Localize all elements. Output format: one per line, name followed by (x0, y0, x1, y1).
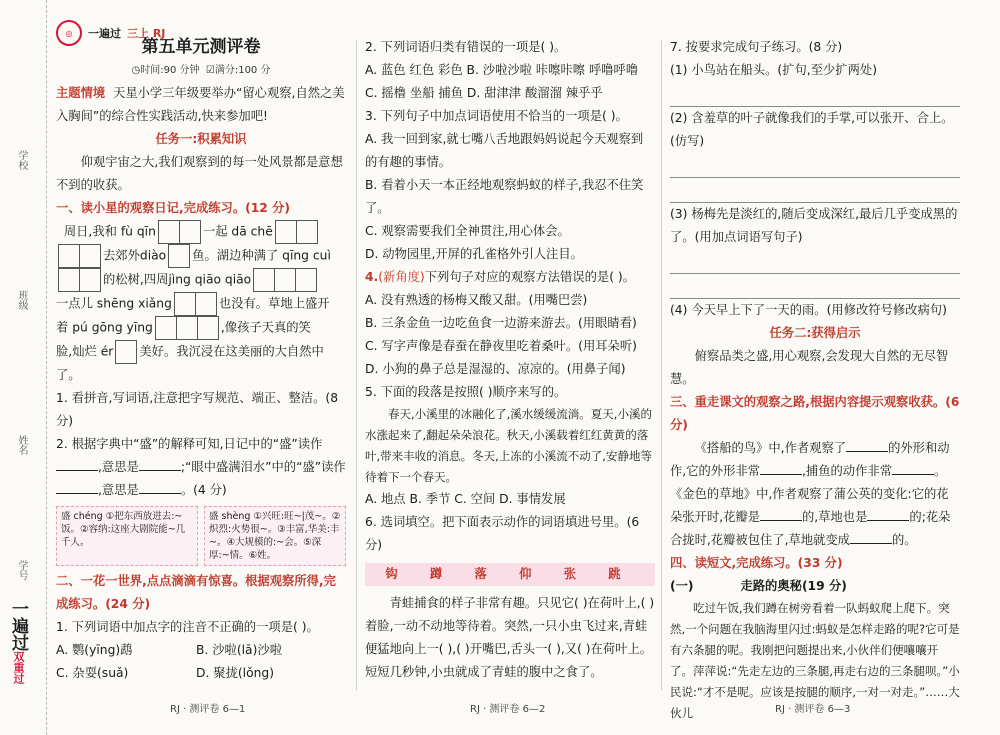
diary-line: 一点儿 shēng xiǎng 也没有。草地上盛开 (56, 292, 346, 316)
story-passage: 吃过午饭,我们蹲在树旁看着一队蚂蚁爬上爬下。突然,一个问题在我脑海里闪过:蚂蚁是怎样走路的呢?它可是有六条腿的呢。我刚把问题提出来,小伙伴们便嚷嚷开了。萍萍说:“先走左边的三条腿,再走右边的三条腿呗。”小民说:“才不是呢。应该是按腿的顺序,一对一对走。”……大伙儿 (670, 601, 960, 720)
binding-label-school: 学校 (16, 150, 27, 170)
answer-line[interactable] (670, 178, 960, 203)
word-bank: 钩 蹲 落 仰 张 跳 (365, 563, 655, 586)
passage-frog: 青蛙捕食的样子非常有趣。只见它( )在荷叶上,( )着脸,一动不动地等待着。突然,一只小虫飞过来,青蛙便猛地向上一( ),( )开嘴巴,舌头一( ),又( )在荷叶上。短短几秒钟,小虫就成了青蛙的腹中之食了。 (365, 596, 655, 679)
answer-line[interactable] (670, 82, 960, 107)
section-2-heading: 二、一花一世界,点点滴滴有惊喜。根据观察所得,完成练习。(24 分) (56, 574, 336, 611)
question-1: 1. 看拼音,写词语,注意把字写规范、端正、整洁。(8 分) (56, 391, 339, 428)
check-icon: ☑ (205, 65, 215, 76)
intro-paragraph: 仰观宇宙之大,我们观察到的每一处风景都是意想不到的收获。 (56, 155, 343, 192)
footer-page-1: RJ · 测评卷 6—1 (170, 704, 246, 715)
passage-seasons: 春天,小溪里的冰融化了,溪水缓缓流淌。夏天,小溪的水涨起来了,翻起朵朵浪花。秋天,小溪载着红红黄黄的落叶,带来丰收的消息。冬天,上冻的小溪流不动了,安静地等待着下一个春天。 (365, 407, 652, 484)
intro-paragraph: 俯察品类之盛,用心观察,会发现大自然的无尽智慧。 (670, 349, 949, 386)
task-1-heading: 任务一:积累知识 (155, 132, 247, 146)
dictionary-entry-cheng: 盛 chéng ①把东西放进去:~饭。②容纳:这座大剧院能~几千人。 (56, 506, 198, 566)
diary-line: 的松树,四周jìng qiāo qiāo (56, 268, 346, 292)
section-3-heading: 三、重走课文的观察之路,根据内容提示观察收获。(6 分) (670, 395, 960, 432)
writing-grid[interactable] (115, 340, 137, 364)
question-2-5: 5. 下面的段落是按照( )顺序来写的。 (365, 385, 567, 399)
options-row: A. 鹦(yīng)鹉 B. 沙啦(lā)沙啦 (56, 643, 282, 657)
writing-grid[interactable] (174, 292, 217, 316)
question-2-2: 2. 下列词语归类有错误的一项是( )。 (365, 40, 567, 54)
story-heading: (一) 走路的奥秘(19 分) (670, 579, 847, 593)
question-2-4: 4.(新角度)下列句子对应的观察方法错误的是( )。 (365, 270, 635, 284)
clock-icon: ◷ (131, 65, 141, 76)
question-2-6: 6. 选词填空。把下面表示动作的词语填进号里。(6 分) (365, 515, 640, 552)
column-3 (670, 36, 960, 724)
option-line: C. 摇橹 坐船 捕鱼 D. 甜津津 酸溜溜 辣乎乎 (365, 86, 603, 100)
column-divider (356, 40, 357, 690)
footer-page-2: RJ · 测评卷 6—2 (470, 704, 546, 715)
writing-grid[interactable] (168, 244, 190, 268)
writing-grid[interactable] (58, 244, 101, 268)
sub-question: (1) 小鸟站在船头。(扩句,至少扩两处) (670, 63, 877, 77)
binding-label-class: 班级 (16, 290, 27, 310)
option-line: C. 观察需要我们全神贯注,用心体会。 (365, 224, 570, 238)
task-2-heading: 任务二:获得启示 (769, 326, 861, 340)
writing-grid[interactable] (253, 268, 317, 292)
dictionary-entry-sheng: 盛 shèng ①兴旺:旺~|茂~。②炽烈:火势很~。③丰富,华美:丰~。④大规模的:~会。⑤深厚:~情。⑥姓。 (204, 506, 346, 566)
logo-icon: ◎ (56, 20, 82, 46)
sub-question: (4) 今天早上下了一天的雨。(用修改符号修改病句) (670, 303, 947, 317)
option-line: B. 三条金鱼一边吃鱼食一边游来游去。(用眼睛看) (365, 316, 637, 330)
diary-line: 着 pú gōng yīng ,像孩子天真的笑 (56, 316, 346, 340)
diary-line: 周日,我和 fù qīn 一起 dā chē (56, 220, 346, 244)
option-line: D. 小狗的鼻子总是湿湿的、凉凉的。(用鼻子闻) (365, 362, 626, 376)
option-line: A. 我一回到家,就七嘴八舌地跟妈妈说起今天观察到的有趣的事情。 (365, 132, 644, 169)
question-2-1: 1. 下列词语中加点字的注音不正确的一项是( )。 (56, 620, 319, 634)
binding-strip (0, 0, 47, 735)
option-line: C. 写字声像是春蚕在静夜里吃着桑叶。(用耳朵听) (365, 339, 637, 353)
sub-question: (3) 杨梅先是淡红的,随后变成深红,最后几乎变成黑的了。(用加点词语写句子) (670, 207, 958, 244)
dictionary-boxes (56, 506, 346, 566)
answer-line[interactable] (670, 274, 960, 299)
section-4-heading: 四、读短文,完成练习。(33 分) (670, 556, 843, 570)
diary-line: 脸,灿烂 ér 美好。我沉浸在这美丽的大自然中了。 (56, 340, 346, 387)
writing-grid[interactable] (275, 220, 318, 244)
writing-grid[interactable] (58, 268, 101, 292)
question-2: 2. 根据字典中“盛”的解释可知,日记中的“盛”读作,意思是 ;“眼中盛满泪水”中的“盛”读作,意思是 。(4 分) (56, 437, 346, 497)
column-2 (365, 36, 655, 684)
brand-logo: 一遍过双重过 (8, 600, 28, 684)
option-line: B. 看着小天一本正经地观察蚂蚁的样子,我忍不住笑了。 (365, 178, 644, 215)
question-2-7: 7. 按要求完成句子练习。(8 分) (670, 40, 843, 54)
column-1 (56, 36, 346, 685)
binding-label-name: 姓名 (16, 435, 27, 455)
sub-question: (2) 含羞草的叶子就像我们的手掌,可以张开、合上。(仿写) (670, 111, 954, 148)
option-line: A. 没有熟透的杨梅又酸又甜。(用嘴巴尝) (365, 293, 588, 307)
option-line: A. 蓝色 红色 彩色 B. 沙啦沙啦 咔嚓咔嚓 呼噜呼噜 (365, 63, 639, 77)
theme-paragraph: 主题情境 天星小学三年级要举办“留心观察,自然之美入胸间”的综合性实践活动,快来参加吧! (56, 86, 345, 123)
answer-line[interactable] (670, 153, 960, 178)
option-line: A. 地点 B. 季节 C. 空间 D. 事情发展 (365, 492, 566, 506)
footer-page-3: RJ · 测评卷 6—3 (775, 704, 851, 715)
options-row: C. 杂耍(suǎ) D. 聚拢(lǒng) (56, 666, 275, 680)
question-2-3: 3. 下列句子中加点词语使用不恰当的一项是( )。 (365, 109, 628, 123)
page-title: 第五单元测评卷 (141, 37, 261, 57)
binding-label-number: 学号 (16, 560, 27, 580)
exam-meta: ◷时间:90 分钟 ☑满分:100 分 (131, 65, 271, 76)
header-series: 三上 RJ (127, 27, 166, 40)
option-line: D. 动物园里,开屏的孔雀格外引人注目。 (365, 247, 583, 261)
writing-grid[interactable] (158, 220, 201, 244)
section-1-heading: 一、读小星的观察日记,完成练习。(12 分) (56, 201, 291, 215)
fill-in-paragraph: 《搭船的鸟》中,作者观察了 的外形和动作,它的外形非常 ,捕鱼的动作非常 。《金色的草地》中,作者观察了蒲公英的变化:它的花朵张开时,花瓣是 的,草地也是 的;花朵合拢时,花瓣被包住了,草地就变成 的。 (670, 441, 951, 547)
answer-line[interactable] (670, 249, 960, 274)
header-logo-text: 一遍过 (88, 27, 121, 40)
column-divider (661, 40, 662, 690)
diary-line: 去郊外diào 鱼。湖边种满了 qīng cuì (56, 244, 346, 268)
writing-grid[interactable] (155, 316, 219, 340)
